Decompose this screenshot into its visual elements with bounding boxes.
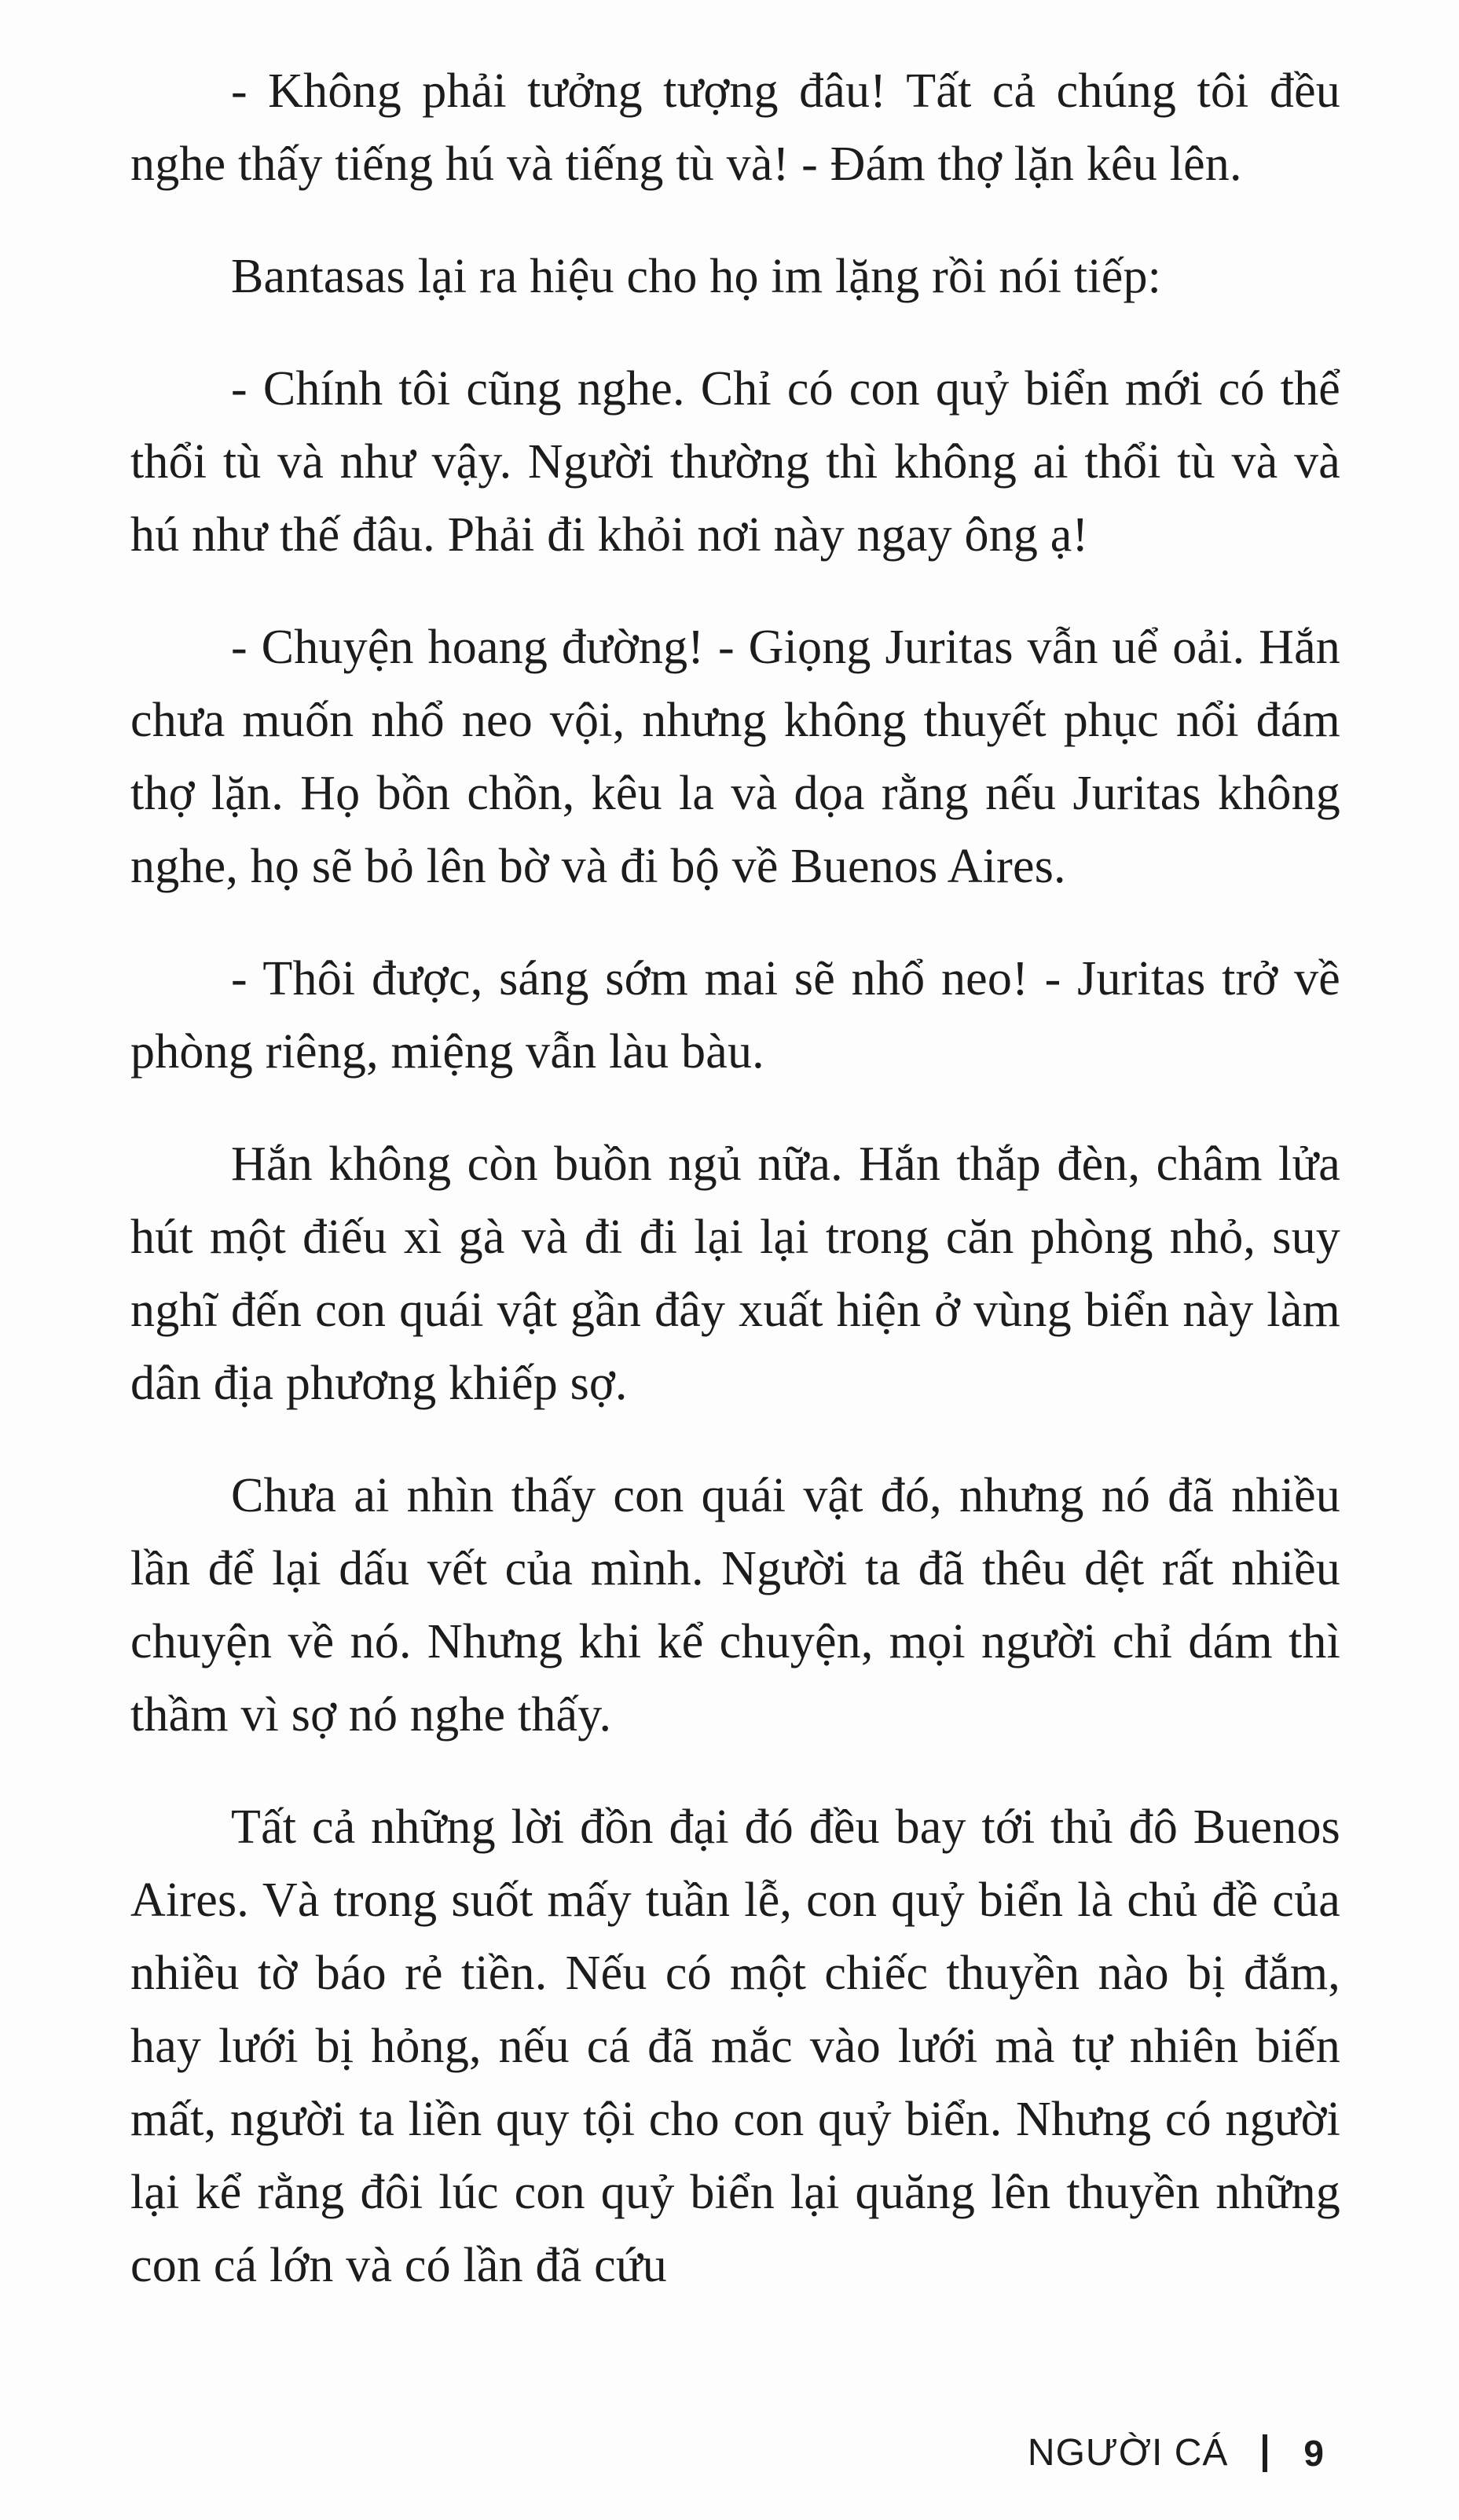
running-title: NGƯỜI CÁ — [1027, 2432, 1229, 2474]
paragraph-2: Bantasas lại ra hiệu cho họ im lặng rồi nói tiếp: — [231, 250, 1162, 303]
paragraph-8: Tất cả những lời đồn đại đó đều bay tới thủ đô Buenos Aires. Và trong suốt mấy tuần lễ, con quỷ biển là chủ đề của nhiều tờ báo rẻ tiền. Nếu có một chiếc thuyền nào bị đắm, hay lưới bị hỏng, nếu cá đã mắc vào lưới mà tự nhiên biến mất, người ta liền quy tội cho con quỷ biển. Nhưng có người lại kể rằng đôi lúc con quỷ biển lại quăng lên thuyền những con cá lớn và có lần đã cứu — [130, 1800, 1340, 2292]
body-text — [130, 55, 1340, 2302]
page-footer — [1028, 2431, 1324, 2474]
footer-separator — [1263, 2434, 1267, 2472]
page-number: 9 — [1303, 2432, 1324, 2474]
paragraph-4: - Chuyện hoang đường! - Giọng Juritas vẫn uể oải. Hắn chưa muốn nhổ neo vội, nhưng không thuyết phục nổi đám thợ lặn. Họ bồn chồn, kêu la và dọa rằng nếu Juritas không nghe, họ sẽ bỏ lên bờ và đi bộ về Buenos Aires. — [130, 621, 1340, 893]
paragraph-3: - Chính tôi cũng nghe. Chỉ có con quỷ biển mới có thể thổi tù và như vậy. Người thường thì không ai thổi tù và và hú như thế đâu. Phải đi khỏi nơi này ngay ông ạ! — [130, 362, 1340, 562]
paragraph-7: Chưa ai nhìn thấy con quái vật đó, nhưng nó đã nhiều lần để lại dấu vết của mình. Người ta đã thêu dệt rất nhiều chuyện về nó. Nhưng khi kể chuyện, mọi người chỉ dám thì thầm vì sợ nó nghe thấy. — [130, 1469, 1340, 1742]
paragraph-5: - Thôi được, sáng sớm mai sẽ nhổ neo! - Juritas trở về phòng riêng, miệng vẫn làu bàu. — [130, 952, 1340, 1079]
paragraph-6: Hắn không còn buồn ngủ nữa. Hắn thắp đèn, châm lửa hút một điếu xì gà và đi đi lại lại trong căn phòng nhỏ, suy nghĩ đến con quái vật gần đây xuất hiện ở vùng biển này làm dân địa phương khiếp sợ. — [130, 1137, 1340, 1410]
paragraph-1: - Không phải tưởng tượng đâu! Tất cả chúng tôi đều nghe thấy tiếng hú và tiếng tù và! - Đám thợ lặn kêu lên. — [130, 64, 1340, 191]
